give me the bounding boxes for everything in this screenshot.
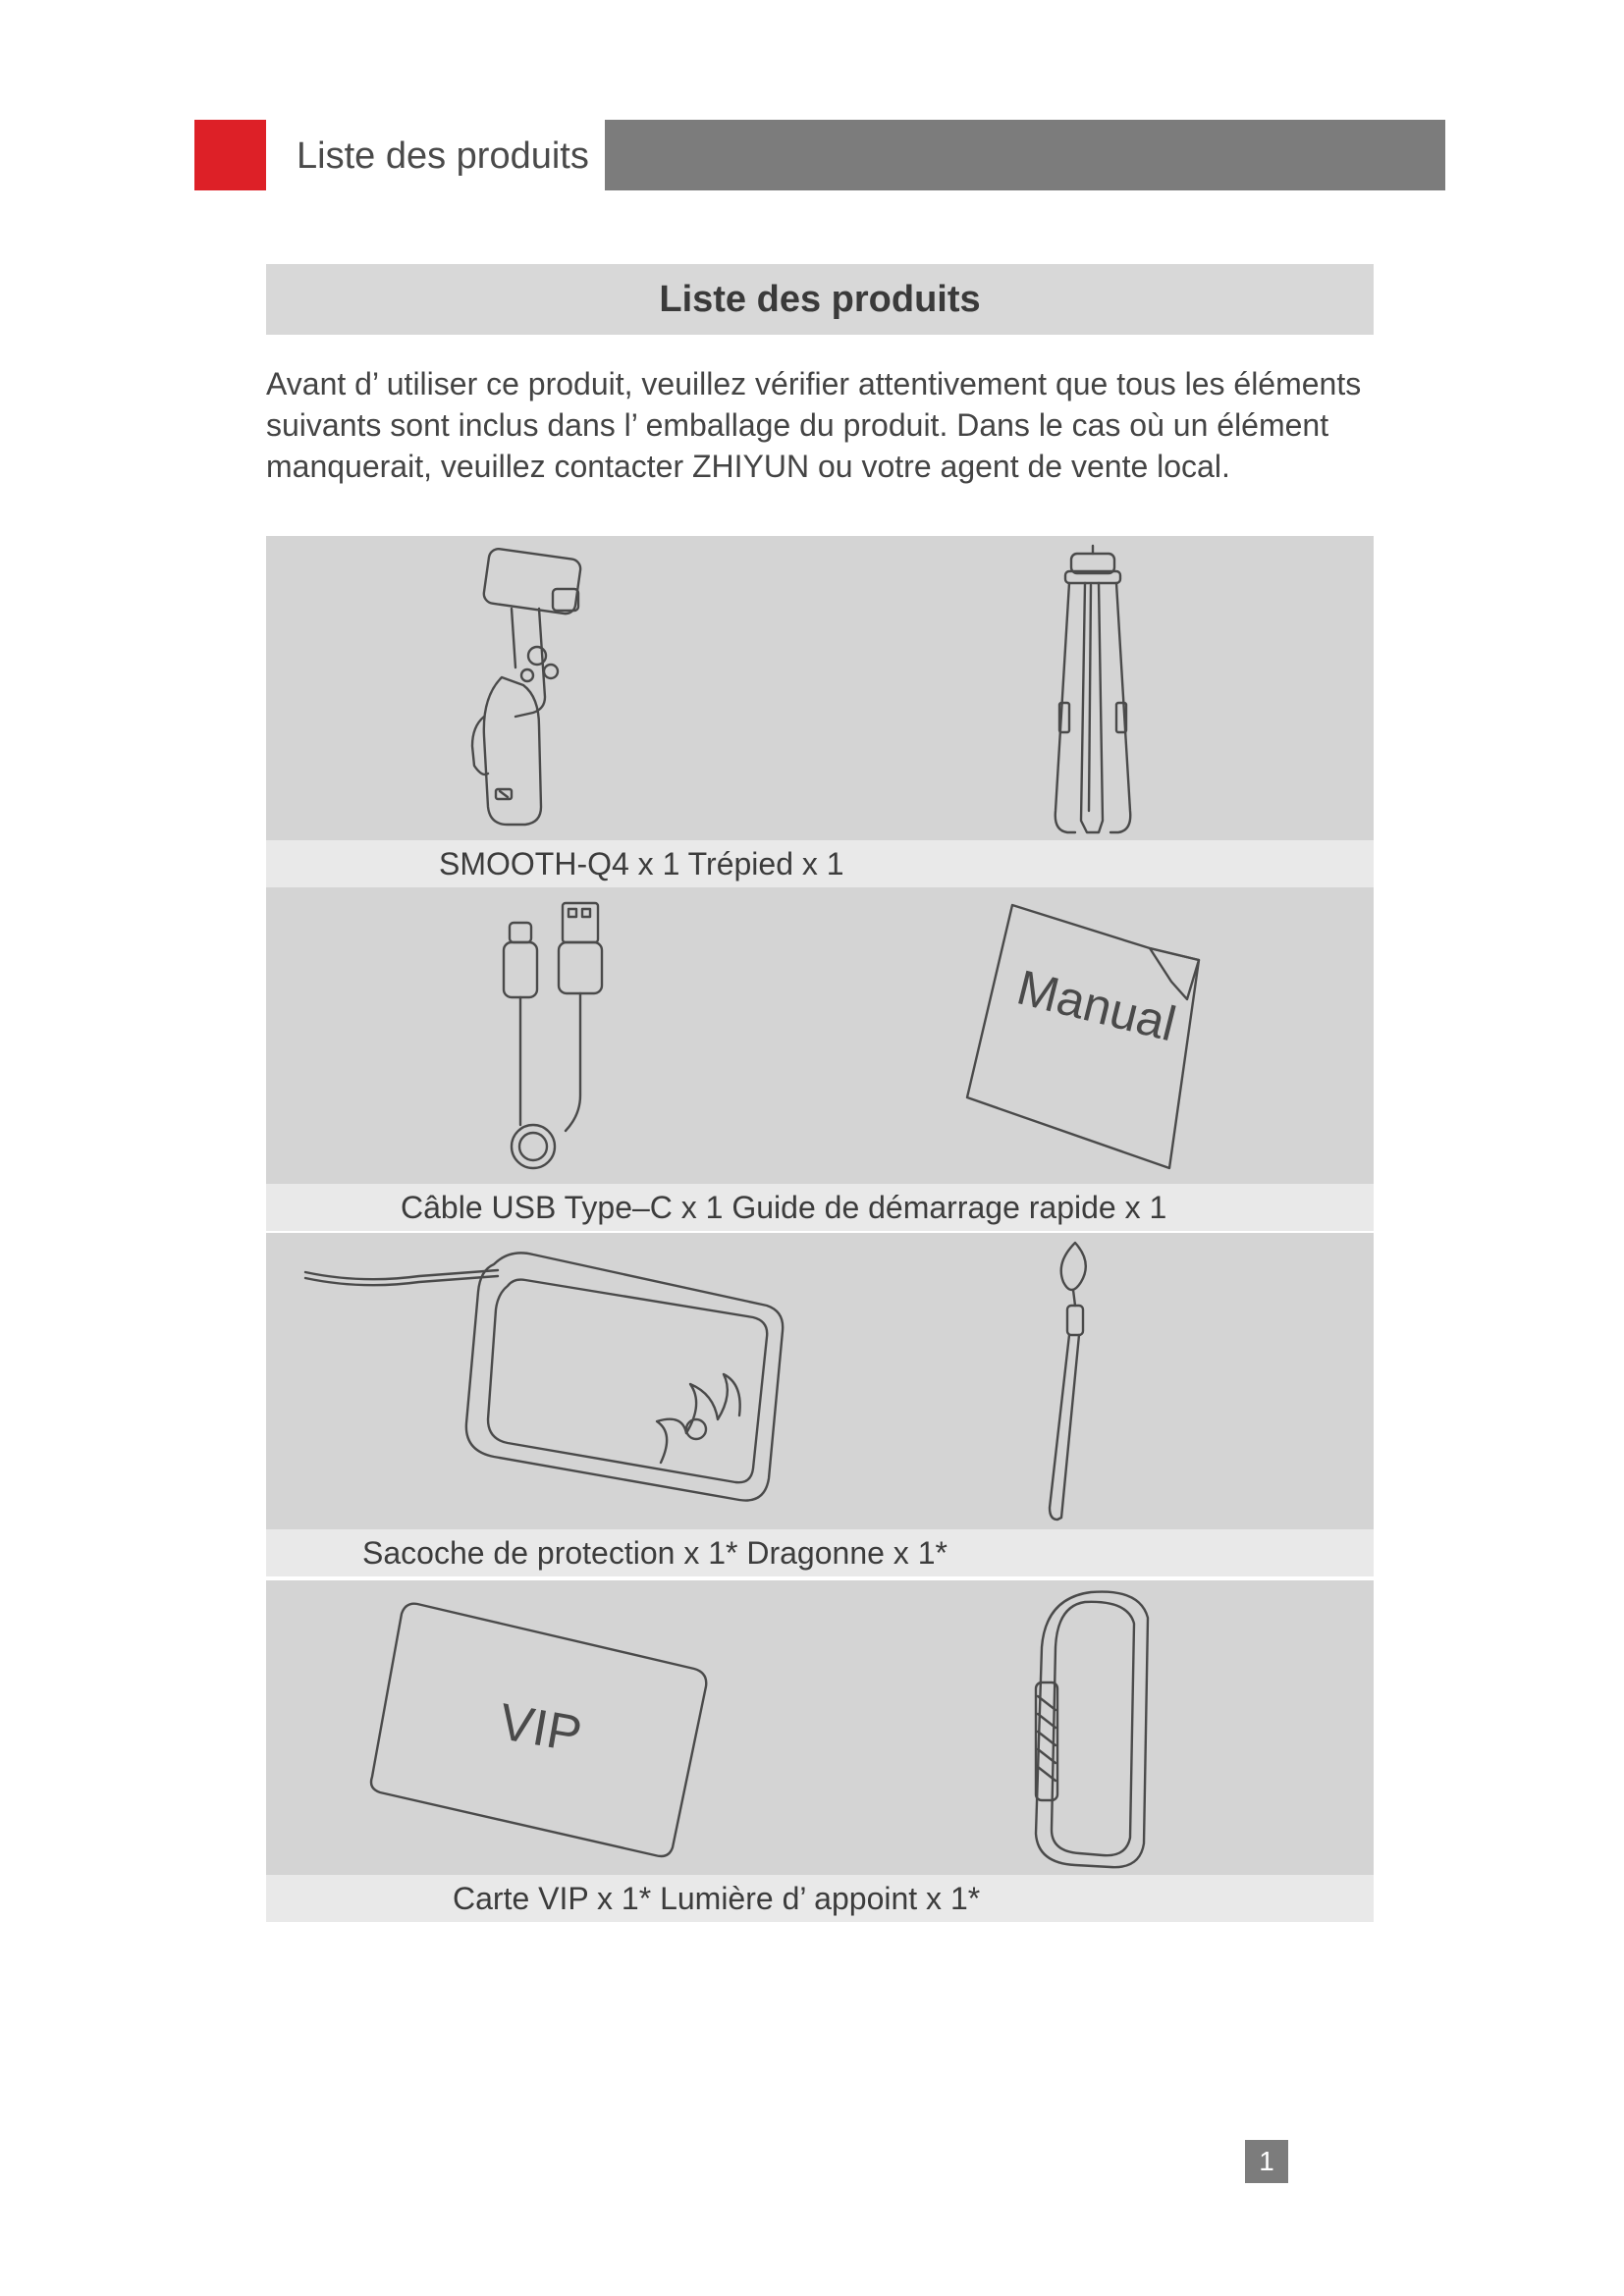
product-caption — [266, 840, 1374, 887]
caption-text: Câble USB Type–C x 1 Guide de démarrage rapide x 1 — [401, 1190, 1167, 1225]
usb-cable-icon — [472, 899, 629, 1174]
tripod-icon — [1032, 546, 1150, 840]
product-caption — [266, 1184, 1374, 1231]
manual-label: Manual — [1011, 959, 1182, 1052]
product-caption — [266, 1529, 1374, 1576]
section-title-band — [266, 264, 1374, 335]
header-title: Liste des produits — [297, 135, 589, 177]
fill-light-icon — [1022, 1588, 1169, 1873]
section-title: Liste des produits — [659, 279, 981, 320]
caption-text: Carte VIP x 1* Lumière d’ appoint x 1* — [453, 1881, 981, 1916]
manual-icon — [963, 901, 1228, 1176]
header-bar — [605, 120, 1445, 190]
intro-line: suivants sont inclus dans l’ emballage du produit. Dans le cas où un élément — [266, 407, 1329, 443]
vip-card-icon — [372, 1598, 716, 1863]
lanyard-icon — [1036, 1243, 1114, 1527]
pouch-icon — [301, 1247, 792, 1522]
intro-paragraph — [266, 363, 1405, 487]
gimbal-icon — [443, 550, 620, 834]
page-number: 1 — [1245, 2140, 1288, 2183]
vip-label: VIP — [495, 1693, 586, 1764]
product-panel — [266, 887, 1374, 1184]
caption-text: SMOOTH-Q4 x 1 Trépied x 1 — [439, 846, 844, 881]
product-panel — [266, 536, 1374, 840]
intro-line: Avant d’ utiliser ce produit, veuillez vérifier attentivement que tous les éléments — [266, 366, 1362, 401]
product-panel — [266, 1580, 1374, 1875]
product-caption — [266, 1875, 1374, 1922]
product-panel — [266, 1233, 1374, 1529]
caption-text: Sacoche de protection x 1* Dragonne x 1* — [362, 1535, 947, 1571]
intro-line: manquerait, veuillez contacter ZHIYUN ou votre agent de vente local. — [266, 449, 1230, 484]
header-accent-block — [194, 120, 266, 190]
